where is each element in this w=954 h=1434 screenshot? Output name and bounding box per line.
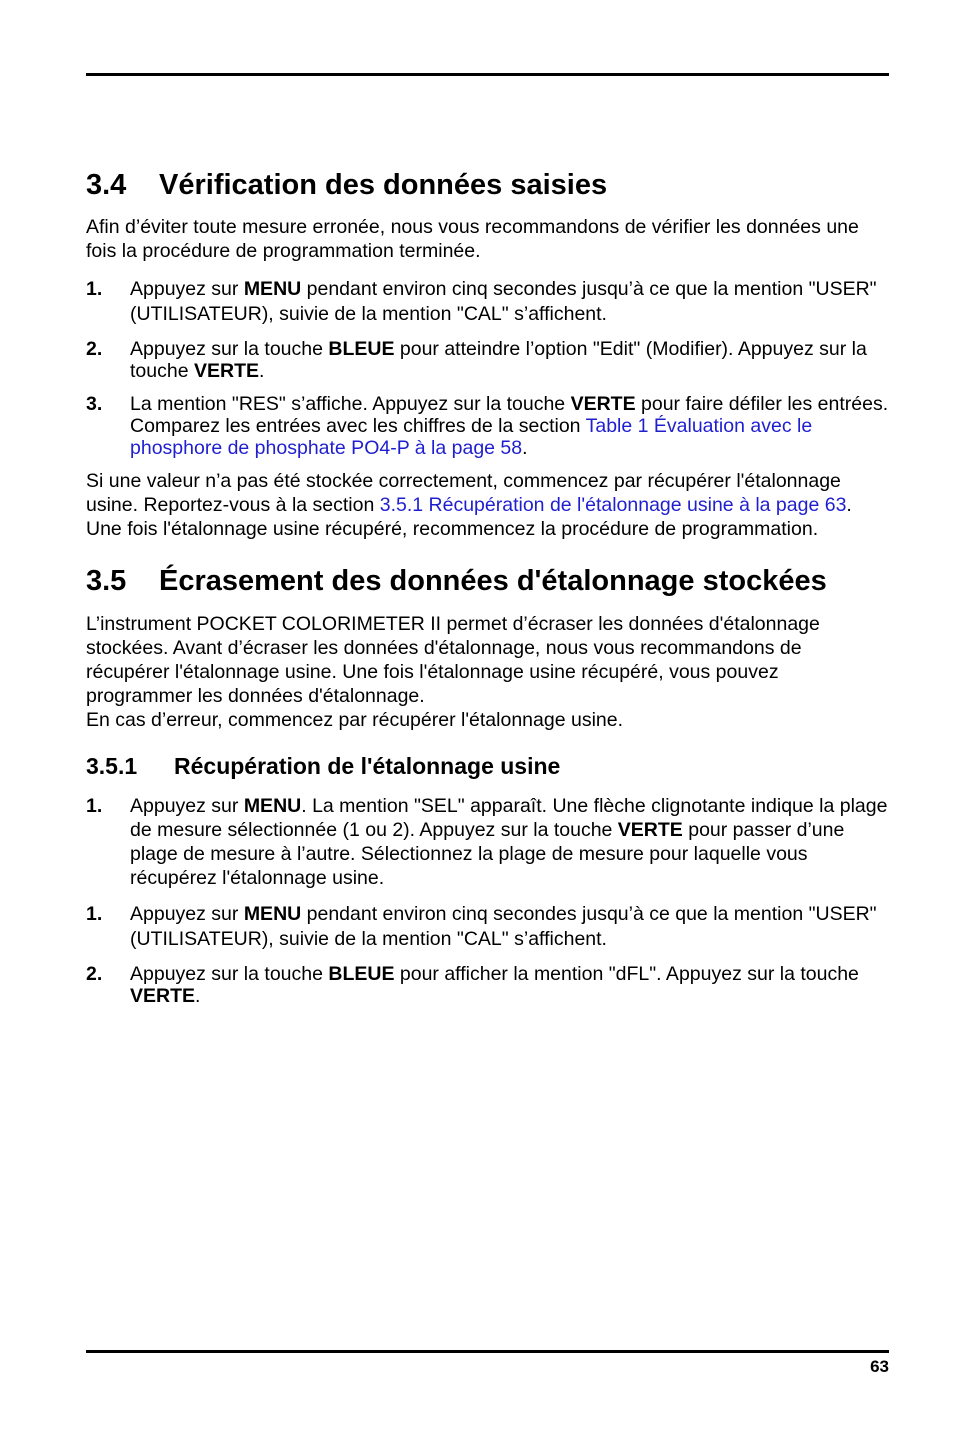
key-name: MENU bbox=[243, 278, 302, 300]
step-number: 2. bbox=[86, 963, 103, 985]
step-text-part: Appuyez sur bbox=[130, 903, 244, 925]
step-text-part: Appuyez sur la touche bbox=[130, 338, 329, 360]
step-text-part: pour faire défiler les entrées. Comparez les entrées avec les chiffres de la section bbox=[130, 393, 889, 437]
step-item bbox=[86, 794, 889, 890]
key-name: MENU bbox=[243, 795, 302, 817]
step-text-part: Appuyez sur la touche bbox=[130, 963, 329, 985]
section-number: 3.4 bbox=[86, 169, 127, 201]
footer-rule bbox=[86, 1350, 889, 1353]
step-text-part: . La mention "SEL" apparaît. Une flèche clignotante indique la plage de mesure sélectionnée (1 ou 2). Appuyez sur la touche bbox=[130, 795, 888, 841]
step-text-part: Appuyez sur bbox=[130, 795, 244, 817]
section-3-4-intro: Afin d’éviter toute mesure erronée, nous vous recommandons de vérifier les données une fois la procédure de programmation terminée. bbox=[86, 216, 859, 262]
section-number: 3.5.1 bbox=[86, 753, 138, 779]
step-text bbox=[130, 338, 889, 382]
step-item bbox=[86, 963, 889, 1007]
key-name: BLEUE bbox=[328, 338, 395, 360]
step-number: 2. bbox=[86, 338, 103, 360]
section-3-5-1-heading bbox=[86, 750, 889, 782]
step-text-part: pour afficher la mention "dFL". Appuyez sur la touche bbox=[394, 963, 859, 985]
note-text: . Une fois l'étalonnage usine récupéré, recommencez la procédure de programmation. bbox=[86, 494, 852, 540]
note-text: Si une valeur n’a pas été stockée correctement, commencez par récupérer l'étalonnage usine. Reportez-vous à la section bbox=[86, 470, 841, 516]
table-1-link[interactable]: Table 1 Évaluation avec le phosphore de phosphate PO4-P à la page 58 bbox=[130, 415, 813, 459]
key-name: BLEUE bbox=[328, 963, 395, 985]
step-text bbox=[130, 902, 889, 952]
step-text-part: La mention "RES" s’affiche. Appuyez sur la touche bbox=[130, 393, 571, 415]
step-text bbox=[130, 794, 889, 890]
key-name: VERTE bbox=[617, 819, 683, 841]
step-number: 1. bbox=[86, 278, 103, 300]
section-3-5-paragraph: L’instrument POCKET COLORIMETER II permet d’écraser les données d'étalonnage stockées. Avant d’écraser les données d'étalonnage, nous vous recommandons de récupérer l'étalonnage usine. Une fois l'étalonnage usine récupéré, vous pouvez programmer les données d'étalonnage. bbox=[86, 613, 820, 707]
step-item bbox=[86, 277, 889, 327]
step-number: 1. bbox=[86, 903, 103, 925]
key-name: VERTE bbox=[570, 393, 636, 415]
step-text bbox=[130, 393, 889, 459]
step-text-part: pour atteindre l’option "Edit" (Modifier). Appuyez sur la touche bbox=[130, 338, 867, 382]
step-item bbox=[86, 338, 889, 382]
section-3-5-1-link[interactable]: 3.5.1 Récupération de l'étalonnage usine à la page 63 bbox=[379, 494, 847, 516]
page-content bbox=[86, 165, 889, 1007]
step-item bbox=[86, 393, 889, 459]
step-text-part: pendant environ cinq secondes jusqu’à ce que la mention "USER" (UTILISATEUR), suivie de la mention "CAL" s’affichent. bbox=[130, 278, 877, 325]
step-item bbox=[86, 902, 889, 952]
section-3-5-paragraph: En cas d’erreur, commencez par récupérer l'étalonnage usine. bbox=[86, 709, 624, 731]
header-rule bbox=[86, 73, 889, 76]
step-text-part: Appuyez sur bbox=[130, 278, 244, 300]
step-text bbox=[130, 277, 889, 327]
step-text-part: pour passer d’une plage de mesure à l’autre. Sélectionnez la plage de mesure pour laquelle vous récupérez l'étalonnage usine. bbox=[130, 819, 845, 889]
step-number: 1. bbox=[86, 795, 103, 817]
section-number: 3.5 bbox=[86, 565, 127, 597]
step-text-part: . bbox=[258, 360, 265, 382]
step-number: 3. bbox=[86, 393, 103, 415]
section-title: Écrasement des données d'étalonnage stockées bbox=[159, 565, 827, 597]
key-name: VERTE bbox=[193, 360, 259, 382]
step-text-part: pendant environ cinq secondes jusqu’à ce que la mention "USER" (UTILISATEUR), suivie de la mention "CAL" s’affichent. bbox=[130, 903, 877, 950]
step-text bbox=[130, 963, 889, 1007]
step-text-part: . bbox=[522, 437, 528, 459]
section-title: Vérification des données saisies bbox=[159, 169, 608, 201]
section-title: Récupération de l'étalonnage usine bbox=[174, 753, 561, 779]
section-3-4-note bbox=[86, 469, 889, 541]
key-name: VERTE bbox=[130, 985, 196, 1007]
step-text-part: . bbox=[195, 985, 201, 1007]
key-name: MENU bbox=[243, 903, 302, 925]
page-number: 63 bbox=[870, 1357, 889, 1376]
section-3-4-heading bbox=[86, 165, 889, 205]
section-3-5-heading bbox=[86, 561, 889, 601]
